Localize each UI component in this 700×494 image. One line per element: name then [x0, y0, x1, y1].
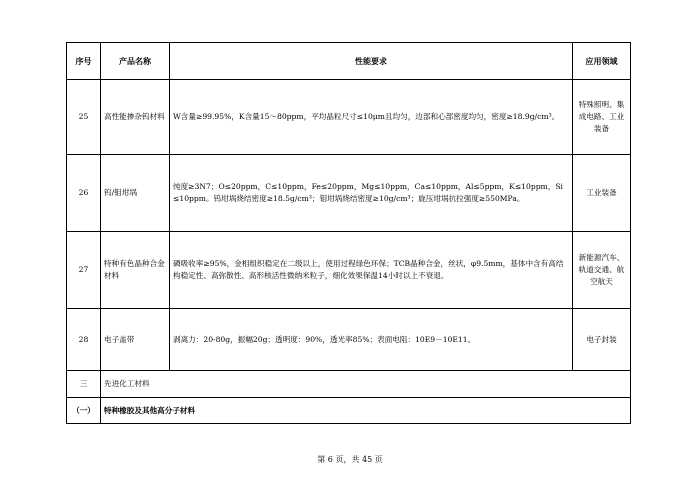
product-name: 电子盖带 [101, 309, 170, 371]
table-row [67, 80, 631, 155]
performance-requirements: 纯度≥3N7；O≤20ppm，C≤10ppm，Fe≤20ppm，Mg≤10ppm，Ca≤10ppm，Al≤5ppm，K≤10ppm，Si≤10ppm。钨坩埚烧结密度≥18.5g/cm³；钼坩埚烧结密度≥10g/cm³；旋压坩埚抗拉强度≥550MPa。 [170, 155, 573, 232]
header-no: 序号 [67, 43, 101, 80]
page-number-footer: 第 6 页，共 45 页 [317, 455, 383, 464]
table-row [67, 155, 631, 232]
header-application-field: 应用领域 [573, 43, 631, 80]
section-number: 三 [67, 371, 101, 398]
section-row [67, 371, 631, 398]
row-number: 28 [67, 309, 101, 371]
row-number: 26 [67, 155, 101, 232]
table-row [67, 309, 631, 371]
product-name: 钨/钼坩埚 [101, 155, 170, 232]
application-field: 新能源汽车、轨道交通、航空航天 [573, 232, 631, 309]
performance-requirements: 剥离力：20-80g，振幅20g；透明度：90%，透光率85%；表面电阻：10E9－10E11。 [170, 309, 573, 371]
header-product-name: 产品名称 [101, 43, 170, 80]
subsection-title: 特种橡胶及其他高分子材料 [101, 398, 631, 424]
subsection-row [67, 398, 631, 424]
product-spec-table [66, 42, 631, 424]
row-number: 25 [67, 80, 101, 155]
application-field: 特殊照明、集成电路、工业装备 [573, 80, 631, 155]
performance-requirements: 磷吸收率≥95%，金相组织稳定在二级以上，使用过程绿色环保；TCB晶种合金，丝状，φ9.5mm，基体中含有高结构稳定性、高弥散性、高形核活性微纳米粒子，细化效果保温14小时以上不衰退。 [170, 232, 573, 309]
section-title: 先进化工材料 [101, 371, 631, 398]
performance-requirements: W含量≥99.95%，K含量15～80ppm，平均晶粒尺寸≤10μm且均匀，边部和心部密度均匀，密度≥18.9g/cm³。 [170, 80, 573, 155]
application-field: 电子封装 [573, 309, 631, 371]
product-name: 特种有色晶种合金材料 [101, 232, 170, 309]
application-field: 工业装备 [573, 155, 631, 232]
table-header-row [67, 43, 631, 80]
subsection-number: （一） [67, 398, 101, 424]
table-row [67, 232, 631, 309]
header-performance-requirements: 性能要求 [170, 43, 573, 80]
product-name: 高性能掺杂钨材料 [101, 80, 170, 155]
row-number: 27 [67, 232, 101, 309]
